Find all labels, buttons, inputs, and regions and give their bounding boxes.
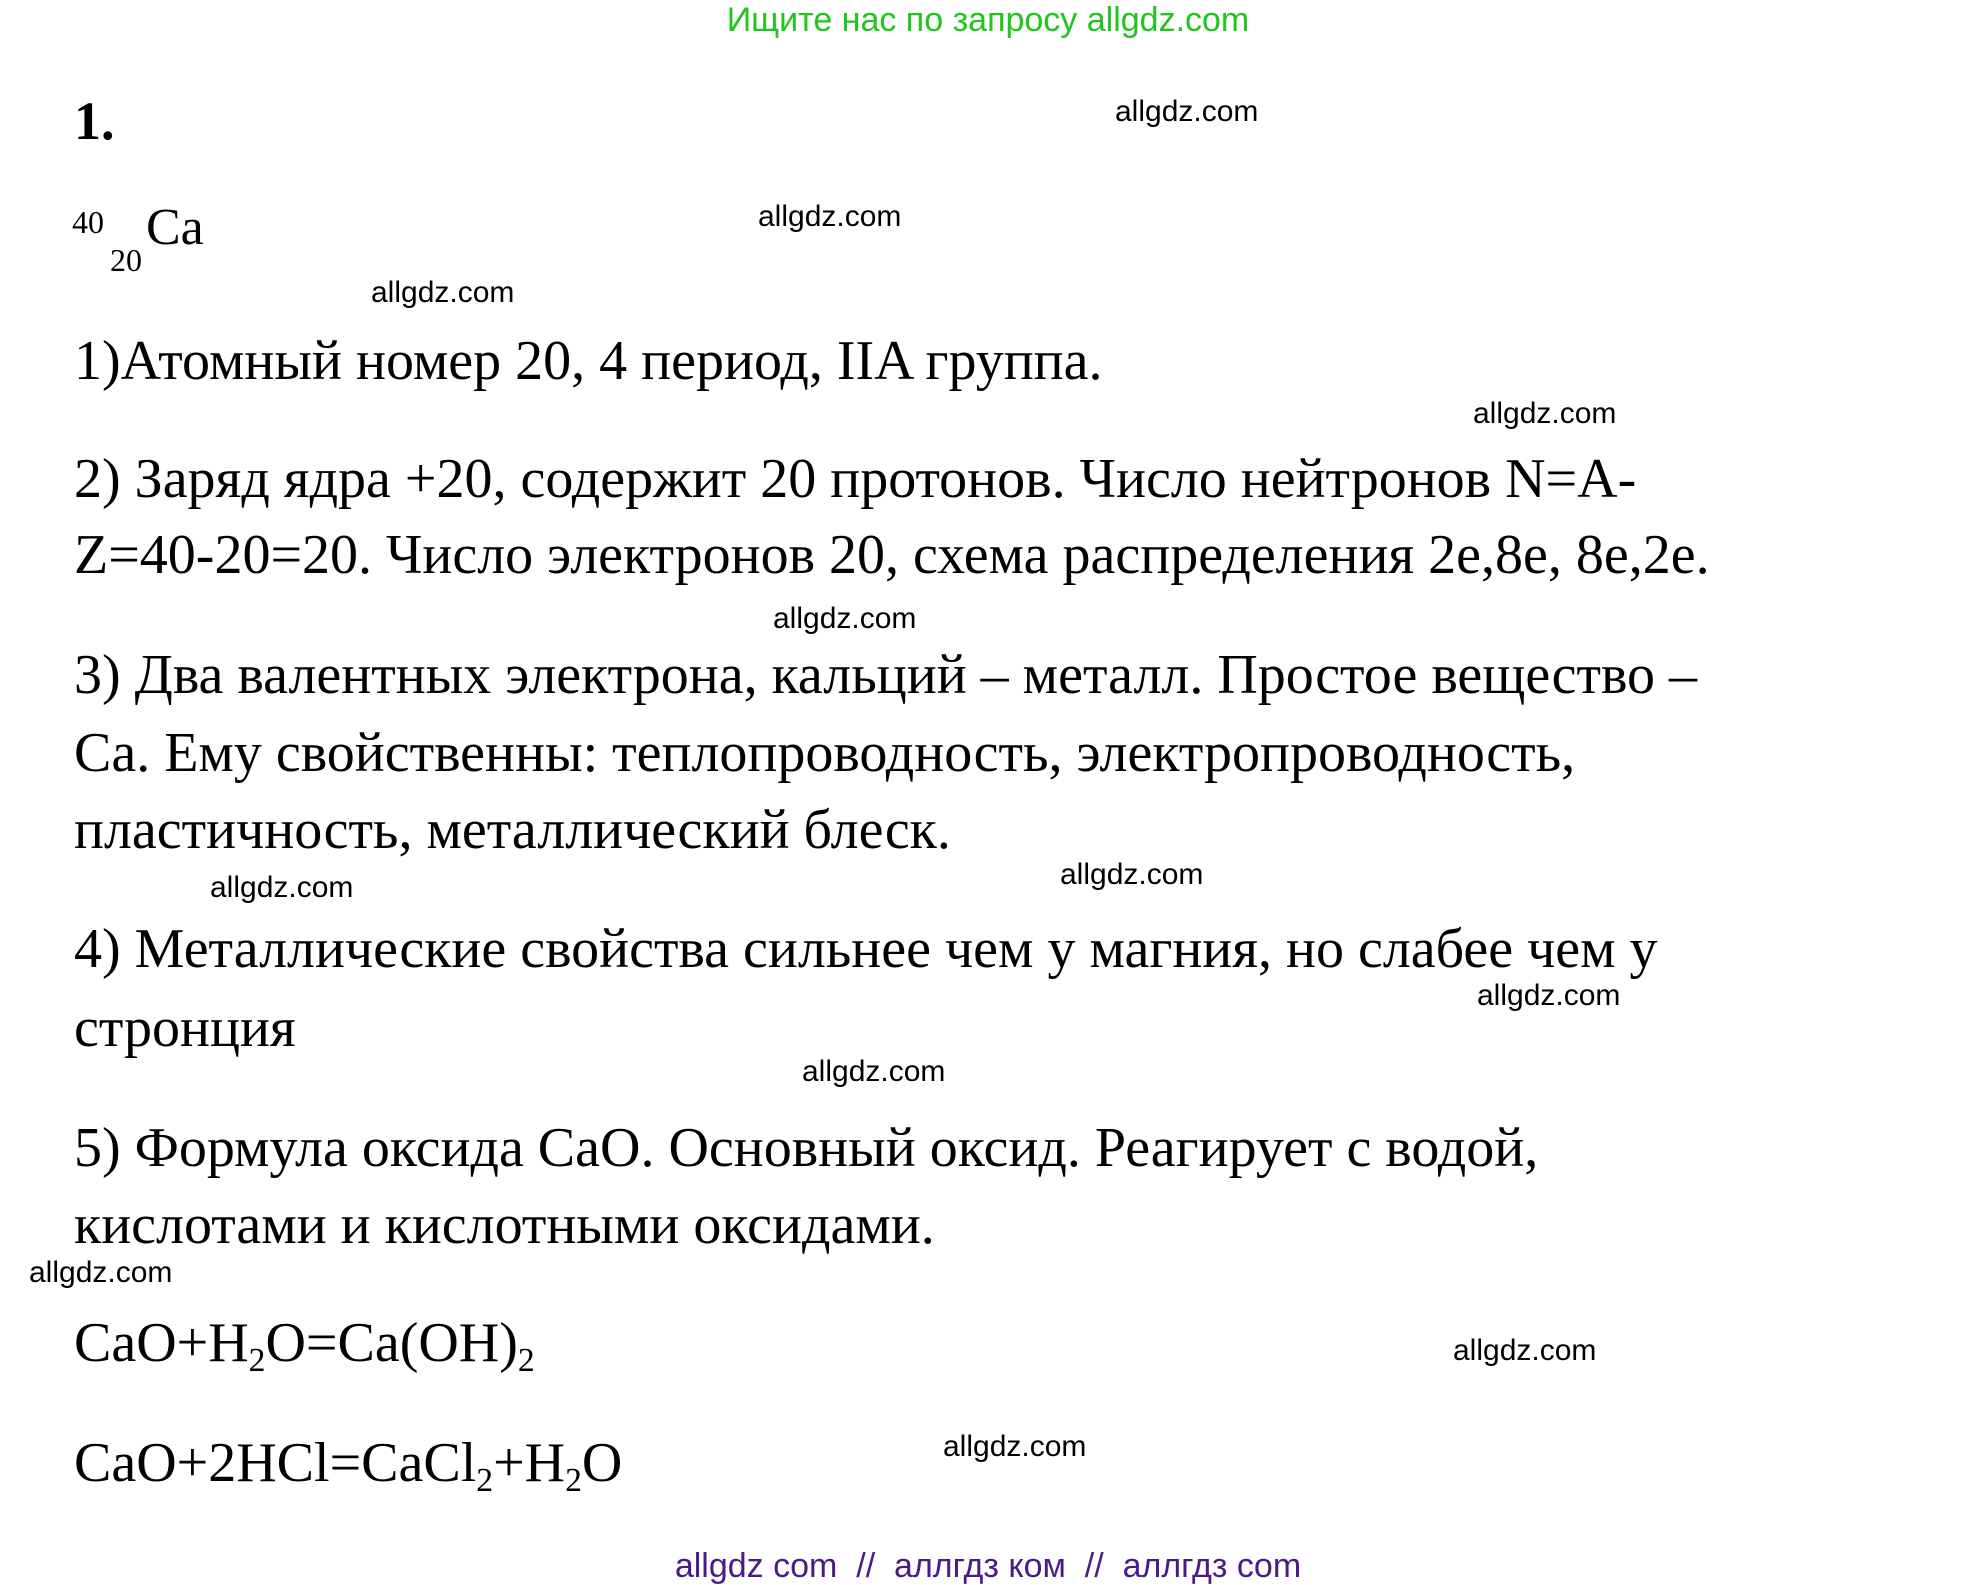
eq-part: CaO+H: [74, 1312, 249, 1374]
watermark: allgdz.com: [802, 1055, 946, 1088]
answer-line: стронция: [74, 997, 296, 1059]
atomic-number: 20: [110, 242, 142, 278]
watermark: allgdz.com: [758, 200, 902, 233]
watermark: allgdz.com: [210, 871, 354, 904]
answer-line: 1)Атомный номер 20, 4 период, IIA группа.: [74, 330, 1103, 392]
subscript: 2: [565, 1462, 582, 1500]
watermark: allgdz.com: [1060, 858, 1204, 891]
footer-banner: allgdz com // аллгдз ком // аллгдз com: [674, 1547, 1302, 1585]
subscript: 2: [517, 1342, 535, 1380]
answer-line: пластичность, металлический блеск.: [74, 799, 951, 861]
task-number: 1.: [74, 91, 115, 151]
watermark: allgdz.com: [1115, 95, 1259, 128]
mass-number: 40: [72, 204, 104, 240]
answer-line: 4) Металлические свойства сильнее чем у магния, но слабее чем у: [74, 918, 1658, 980]
answer-line: Z=40-20=20. Число электронов 20, схема распределения 2e,8e, 8e,2e.: [74, 524, 1710, 586]
answer-line: 2) Заряд ядра +20, содержит 20 протонов. Число нейтронов N=A-: [74, 448, 1637, 510]
watermark: allgdz.com: [371, 276, 515, 309]
answer-line: 3) Два валентных электрона, кальций – металл. Простое вещество –: [74, 644, 1698, 706]
watermark: allgdz.com: [1473, 397, 1617, 430]
watermark: allgdz.com: [1477, 979, 1621, 1012]
watermark: allgdz.com: [943, 1430, 1087, 1463]
search-banner: Ищите нас по запросу allgdz.com: [726, 1, 1250, 39]
watermark: allgdz.com: [29, 1256, 173, 1289]
subscript: 2: [476, 1462, 494, 1500]
eq-part: CaO+2HCl=CaCl: [74, 1432, 477, 1494]
watermark: allgdz.com: [773, 602, 917, 635]
answer-line: Ca. Ему свойственны: теплопроводность, электропроводность,: [74, 722, 1576, 784]
equation-cao-water: [74, 1312, 535, 1380]
eq-part: +H: [493, 1432, 566, 1494]
equation-cao-hcl: [74, 1432, 623, 1500]
answer-line: 5) Формула оксида CaO. Основный оксид. Реагирует с водой,: [74, 1117, 1539, 1179]
element-symbol: Ca: [146, 199, 204, 256]
answer-line: кислотами и кислотными оксидами.: [74, 1194, 935, 1256]
watermark: allgdz.com: [1453, 1334, 1597, 1367]
eq-part: O: [581, 1432, 623, 1494]
eq-part: O=Ca(OH): [265, 1312, 518, 1374]
subscript: 2: [248, 1342, 266, 1380]
